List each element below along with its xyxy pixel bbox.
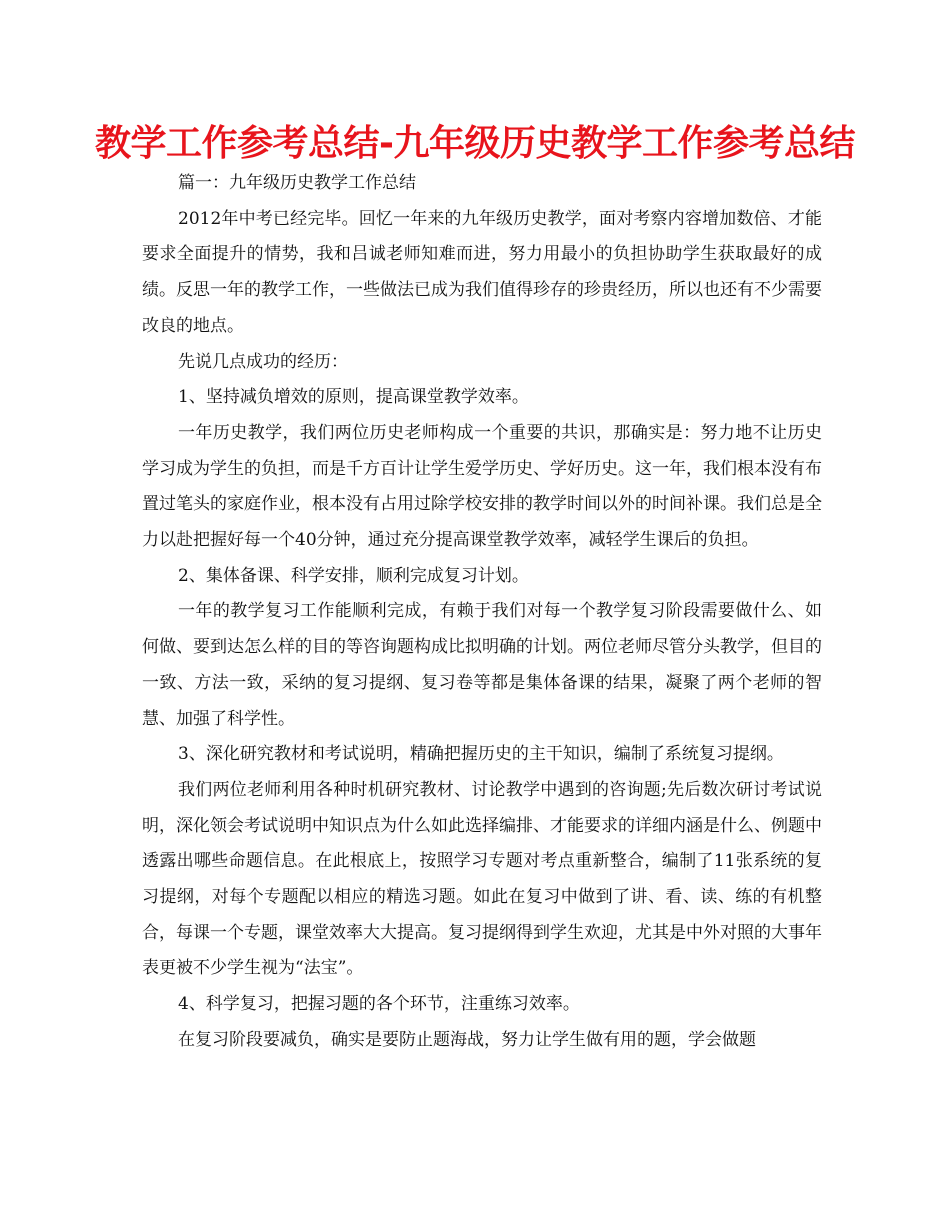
document-body [142,166,822,1059]
paragraph-point-4-body: 在复习阶段要减负，确实是要防止题海战，努力让学生做有用的题，学会做题 [178,1029,756,1050]
paragraph-point-2-heading: 2、集体备课、科学安排，顺利完成复习计划。 [178,565,529,586]
paragraph-point-4-heading: 4、科学复习，把握习题的各个环节，注重练习效率。 [178,994,580,1015]
paragraph-point-2-body: 一年的教学复习工作能顺利完成，有赖于我们对每一个教学复习阶段需要做什么、如何做、要到达怎么样的目的等咨询题构成比拟明确的计划。两位老师尽管分头教学，但目的一致、方法一致，采纳的复习提纲、复习卷等都是集体备课的结果，凝聚了两个老师的智慧、加强了科学性。 [142,601,822,729]
paragraph-point-1-body: 一年历史教学，我们两位历史老师构成一个重要的共识，那确实是：努力地不让历史学习成为学生的负担，而是千方百计让学生爱学历史、学好历史。这一年，我们根本没有布置过笔头的家庭作业，根本没有占用过除学校安排的教学时间以外的时间补课。我们总是全力以赴把握好每一个40分钟，通过充分提高课堂教学效率，减轻学生课后的负担。 [142,422,822,551]
paragraph-point-1-heading: 1、坚持减负增效的原则，提高课堂教学效率。 [178,387,529,408]
document-title: 教学工作参考总结-九年级历史教学工作参考总结 [95,123,855,164]
paragraph-section-heading: 篇一：九年级历史教学工作总结 [178,173,416,193]
paragraph-point-3-heading: 3、深化研究教材和考试说明，精确把握历史的主干知识，编制了系统复习提纲。 [178,744,784,765]
paragraph-experience-heading: 先说几点成功的经历： [178,351,348,372]
paragraph-intro: 2012年中考已经完毕。回忆一年来的九年级历史教学，面对考察内容增加数倍、才能要求全面提升的情势，我和吕诚老师知难而进，努力用最小的负担协助学生获取最好的成绩。反思一年的教学工作，一些做法已成为我们值得珍存的珍贵经历，所以也还有不少需要改良的地点。 [142,208,822,336]
paragraph-point-3-body: 我们两位老师利用各种时机研究教材、讨论教学中遇到的咨询题;先后数次研讨考试说明，深化领会考试说明中知识点为什么如此选择编排、才能要求的详细内涵是什么、例题中透露出哪些命题信息。在此根底上，按照学习专题对考点重新整合，编制了11张系统的复习提纲，对每个专题配以相应的精选习题。如此在复习中做到了讲、看、读、练的有机整合，每课一个专题，课堂效率大大提高。复习提纲得到学生欢迎，尤其是中外对照的大事年表更被不少学生视为“法宝”。 [142,779,822,979]
